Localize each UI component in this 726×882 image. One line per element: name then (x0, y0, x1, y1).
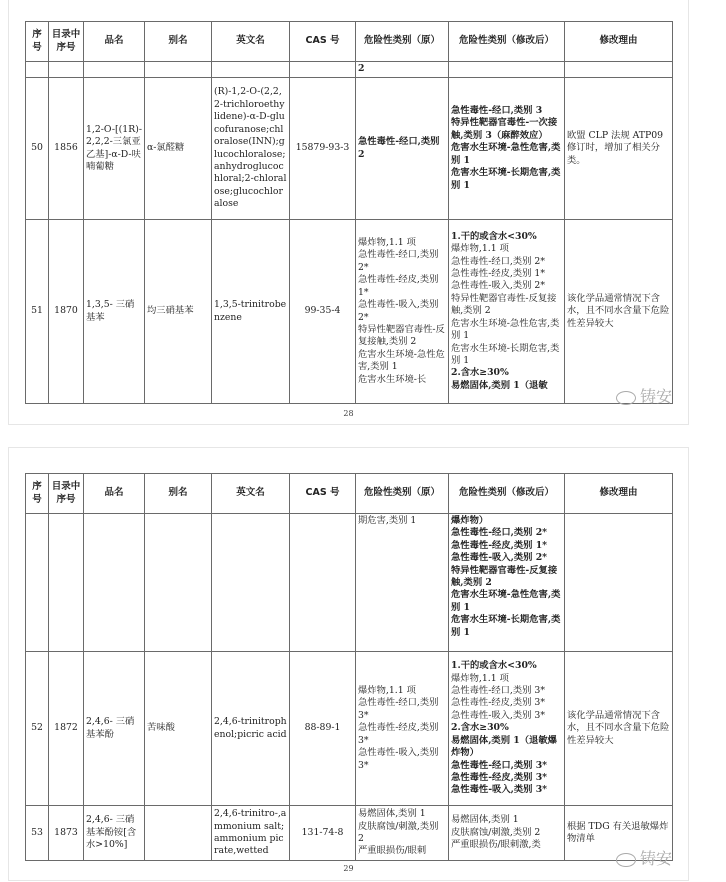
cell-catalog-no (49, 78, 84, 220)
cell-alias (145, 78, 212, 220)
column-header-hazard-original: 危险性类别（原） (356, 474, 449, 514)
cell-seq (26, 78, 49, 220)
cell-text: 易燃固体,类别 1 (358, 808, 426, 820)
table-row (26, 514, 673, 652)
cell-text: 53 (31, 826, 43, 838)
column-header-hazard-original: 危险性类别（原） (356, 22, 449, 62)
cell-cas-no (290, 62, 356, 78)
cell-text: 易燃固体,类别 1（退敏爆炸物） (451, 734, 557, 759)
column-header-hazard-revised: 危险性类别（修改后） (449, 22, 565, 62)
cell-text: 易燃固体,类别 1（退敏 (451, 379, 548, 391)
cell-catalog-no (49, 62, 84, 78)
cell-hazard-original (356, 652, 449, 806)
cell-hazard-original (356, 78, 449, 220)
cell-cas-no (290, 78, 356, 220)
cell-reason (565, 62, 673, 78)
cell-text: 特异性靶器官毒性-反复接触,类别 2 (451, 292, 557, 317)
table-row (26, 78, 673, 220)
cell-hazard-revised (449, 806, 565, 861)
cell-text: 50 (31, 142, 43, 154)
cell-text: 2,4,6- 三硝基苯酚铵[含水>10%] (86, 814, 137, 851)
cell-text: 急性毒性-吸入,类别 3* (451, 709, 545, 721)
cell-catalog-no (49, 514, 84, 652)
cell-text: 爆炸物,1.1 项 (358, 685, 416, 697)
document-page-29 (8, 447, 689, 881)
cell-hazard-original (356, 806, 449, 861)
page-number: 28 (343, 409, 354, 418)
cell-text: 该化学品通常情况下含水，且不同水含量下危险性差异较大 (567, 709, 670, 746)
column-header-hazard-revised: 危险性类别（修改后） (449, 474, 565, 514)
cell-text: 52 (31, 722, 43, 734)
table-row (26, 652, 673, 806)
cell-text: 爆炸物,1.1 项 (451, 243, 509, 255)
column-header-alias: 别名 (145, 474, 212, 514)
column-header-catalog-no: 目录中序号 (49, 474, 84, 514)
column-header-seq: 序号 (26, 474, 49, 514)
cell-reason (565, 652, 673, 806)
cell-cas-no (290, 652, 356, 806)
cell-text: 危害水生环境-急性危害,类别 1 (451, 317, 560, 342)
cell-text: 欧盟 CLP 法规 ATP09 修订时，增加了相关分类。 (567, 129, 664, 166)
cell-english-name (212, 220, 290, 404)
cell-hazard-revised (449, 514, 565, 652)
cell-text: 1856 (54, 142, 78, 154)
cell-text: 皮肤腐蚀/刺激,类别 2 (451, 826, 541, 838)
cell-text: 严重眼损伤/眼刺 (358, 845, 427, 857)
cell-cas-no (290, 514, 356, 652)
cell-text: 急性毒性-经口,类别 2* (358, 249, 439, 273)
cell-text: 爆炸物,1.1 项 (358, 237, 416, 249)
cell-text: 急性毒性-吸入,类别 2* (451, 280, 545, 292)
cell-catalog-no (49, 220, 84, 404)
cell-text: 88-89-1 (304, 722, 341, 734)
table-row (26, 220, 673, 404)
cell-text: 皮肤腐蚀/刺激,类别 2 (358, 820, 439, 844)
watermark (616, 846, 672, 869)
cell-english-name (212, 652, 290, 806)
cell-seq (26, 62, 49, 78)
cell-text: 特异性靶器官毒性-反复接触,类别 2 (358, 323, 445, 348)
table-row (26, 62, 673, 78)
cell-text: 1870 (54, 305, 78, 317)
column-header-product-name: 品名 (84, 22, 145, 62)
document-page-28 (8, 0, 689, 425)
column-header-english-name: 英文名 (212, 22, 290, 62)
cell-text: 特异性靶器官毒性-一次接触,类别 3（麻醉效应） (451, 117, 558, 141)
cell-text: 2,4,6- 三硝基苯酚 (86, 716, 135, 740)
cell-text: 1.干的或含水<30% (451, 230, 537, 242)
cell-reason (565, 220, 673, 404)
cell-text: 1.干的或含水<30% (451, 660, 537, 672)
cell-catalog-no (49, 806, 84, 861)
cell-english-name (212, 62, 290, 78)
wechat-icon (616, 853, 636, 867)
cell-product-name (84, 62, 145, 78)
cell-english-name (212, 514, 290, 652)
cell-cas-no (290, 220, 356, 404)
cell-text: 危害水生环境-长期危害,类别 1 (451, 342, 560, 366)
cell-hazard-revised (449, 652, 565, 806)
cell-reason (565, 78, 673, 220)
page-number: 29 (343, 864, 354, 873)
cell-text: 急性毒性-经皮,类别 1* (358, 274, 439, 298)
cell-text: 危害水生环境-急性危害,类别 1 (451, 589, 561, 613)
classification-table (25, 21, 673, 404)
cell-text: 急性毒性-经皮,类别 3* (358, 722, 439, 746)
cell-text: 急性毒性-吸入,类别 2* (358, 299, 439, 323)
cell-cas-no (290, 806, 356, 861)
cell-text: 危害水生环境-长期危害,类别 1 (451, 167, 561, 191)
cell-text: 99-35-4 (304, 305, 341, 317)
cell-text: 危害水生环境-急性危害,类别 1 (451, 142, 561, 166)
cell-text: 急性毒性-经皮,类别 1* (451, 539, 548, 551)
table-row (26, 806, 673, 861)
cell-text: 急性毒性-经皮,类别 1* (451, 268, 545, 280)
cell-text: 均三硝基苯 (147, 305, 194, 317)
wechat-icon (616, 391, 636, 405)
column-header-reason: 修改理由 (565, 474, 673, 514)
cell-text: 危害水生环境-急性危害,类别 1 (358, 348, 445, 373)
cell-english-name (212, 78, 290, 220)
cell-text: 该化学品通常情况下含水，且不同水含量下危险性差异较大 (567, 292, 670, 329)
cell-text: 131-74-8 (301, 826, 344, 838)
cell-product-name (84, 652, 145, 806)
cell-text: 急性毒性-经口,类别 3* (451, 759, 548, 771)
cell-text: 51 (31, 305, 43, 317)
cell-alias (145, 652, 212, 806)
cell-seq (26, 806, 49, 861)
cell-product-name (84, 806, 145, 861)
cell-text: 1,2-O-[(1R)-2,2,2-三氯亚乙基]-α-D-呋喃葡糖 (86, 123, 142, 172)
cell-hazard-revised (449, 78, 565, 220)
cell-text: 期危害,类别 1 (358, 515, 417, 526)
cell-text: 特异性靶器官毒性-反复接触,类别 2 (451, 564, 558, 589)
cell-text: 2.含水≥30% (451, 722, 509, 734)
cell-text: 急性毒性-经口,类别 3* (451, 685, 545, 697)
cell-text: 急性毒性-经口,类别 3* (358, 697, 439, 721)
cell-text: 1873 (54, 826, 78, 838)
column-header-cas-no: CAS 号 (290, 474, 356, 514)
cell-text: 急性毒性-经口,类别 3 (451, 105, 543, 117)
cell-product-name (84, 514, 145, 652)
cell-text: 2 (358, 63, 365, 74)
cell-text: 急性毒性-经皮,类别 3* (451, 697, 545, 709)
cell-text: 严重眼损伤/眼刺激,类 (451, 839, 541, 851)
cell-text: 急性毒性-经口,类别 2 (358, 136, 440, 160)
cell-text: 1,3,5-trinitrobenzene (214, 299, 287, 323)
cell-text: 15879-93-3 (295, 142, 350, 154)
cell-text: (R)-1,2-O-(2,2,2-trichloroethylidene)-α-D-glucofuranose;chloralose(INN);glucochloralose;anhydroglucochloral;2-chloralose;glucochloralose (214, 86, 287, 210)
cell-text: 爆炸物,1.1 项 (451, 672, 509, 684)
cell-text: 1872 (54, 722, 78, 734)
column-header-cas-no: CAS 号 (290, 22, 356, 62)
cell-alias (145, 220, 212, 404)
cell-text: 急性毒性-吸入,类别 2* (451, 552, 548, 564)
watermark-text: 铸安 (640, 849, 673, 868)
cell-text: 急性毒性-吸入,类别 3* (451, 784, 548, 796)
cell-alias (145, 514, 212, 652)
cell-text: 易燃固体,类别 1 (451, 814, 519, 826)
cell-reason (565, 514, 673, 652)
cell-seq (26, 220, 49, 404)
watermark (616, 384, 672, 407)
cell-text: 爆炸物） (451, 515, 489, 526)
cell-hazard-original (356, 62, 449, 78)
cell-text: 急性毒性-吸入,类别 3* (358, 747, 439, 771)
cell-text: 急性毒性-经口,类别 2* (451, 527, 548, 539)
cell-text: 2.含水≥30% (451, 367, 509, 379)
classification-table (25, 473, 673, 861)
cell-text: α-氯醛糖 (147, 142, 185, 154)
cell-text: 危害水生环境-长期危害,类别 1 (451, 614, 561, 638)
cell-text: 苦味酸 (147, 722, 175, 734)
cell-text: 危害水生环境-长 (358, 373, 427, 385)
column-header-reason: 修改理由 (565, 22, 673, 62)
cell-text: 急性毒性-经口,类别 2* (451, 255, 545, 267)
cell-hazard-revised (449, 62, 565, 78)
cell-text: 2,4,6-trinitro-,ammonium salt;ammonium picrate,wetted (214, 808, 287, 857)
column-header-product-name: 品名 (84, 474, 145, 514)
column-header-catalog-no: 目录中序号 (49, 22, 84, 62)
cell-seq (26, 652, 49, 806)
watermark-text: 铸安 (640, 387, 673, 406)
cell-hazard-original (356, 514, 449, 652)
cell-text: 根据 TDG 有关退敏爆炸物清单 (567, 820, 669, 844)
cell-text: 1,3,5- 三硝基苯 (86, 299, 135, 323)
header-row (26, 474, 673, 514)
cell-hazard-original (356, 220, 449, 404)
cell-text: 2,4,6-trinitrophenol;picric acid (214, 716, 287, 740)
column-header-alias: 别名 (145, 22, 212, 62)
cell-alias (145, 62, 212, 78)
cell-text: 急性毒性-经皮,类别 3* (451, 771, 548, 783)
cell-catalog-no (49, 652, 84, 806)
cell-seq (26, 514, 49, 652)
header-row (26, 22, 673, 62)
column-header-english-name: 英文名 (212, 474, 290, 514)
cell-product-name (84, 78, 145, 220)
column-header-seq: 序号 (26, 22, 49, 62)
cell-hazard-revised (449, 220, 565, 404)
cell-alias (145, 806, 212, 861)
cell-english-name (212, 806, 290, 861)
cell-product-name (84, 220, 145, 404)
